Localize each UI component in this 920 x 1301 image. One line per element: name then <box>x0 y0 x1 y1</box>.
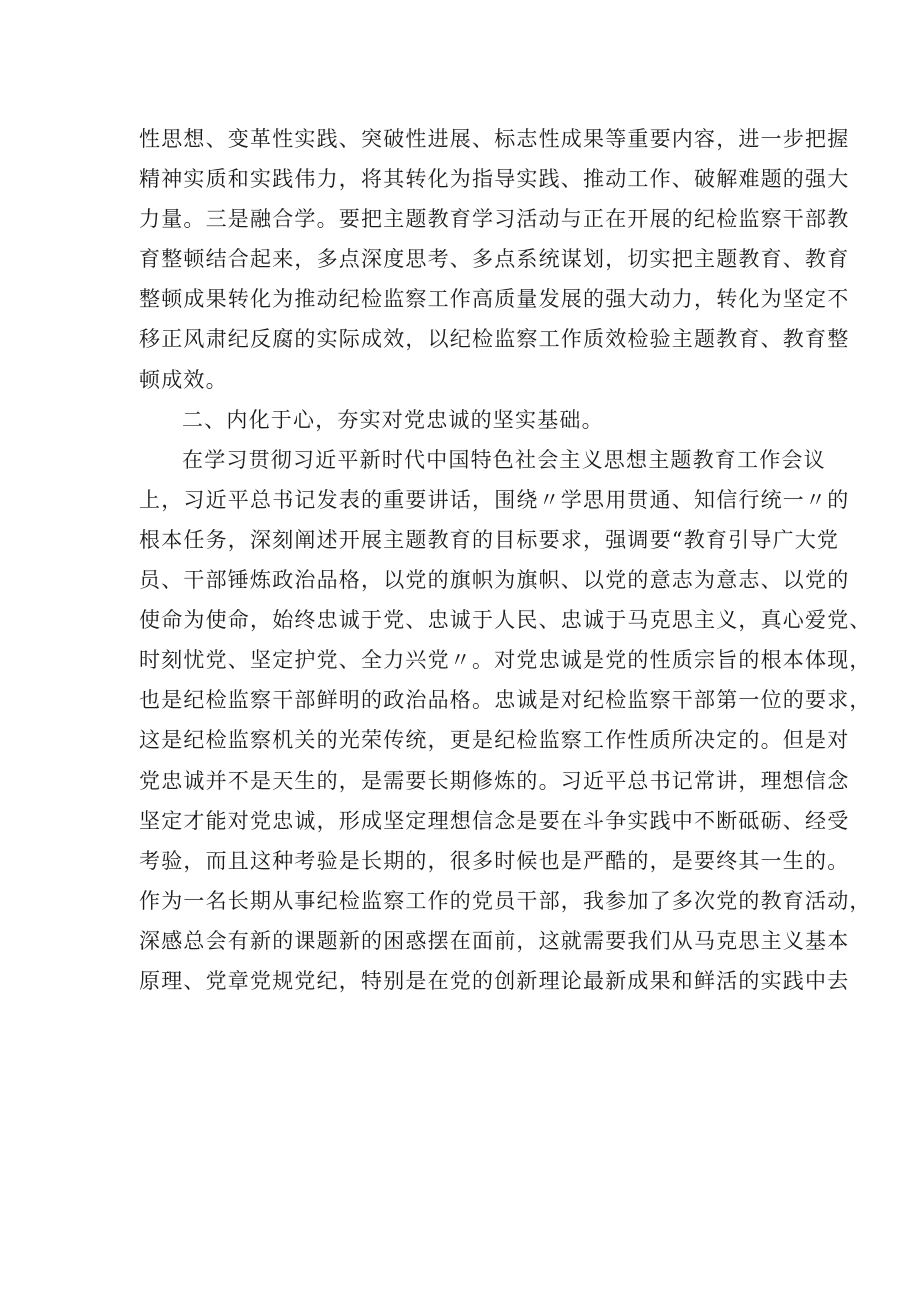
text-line: 育整顿结合起来，多点深度思考、多点系统谋划，切实把主题教育、教育 <box>139 247 850 272</box>
text-line: 整顿成果转化为推动纪检监察工作高质量发展的强大动力，转化为坚定不 <box>139 287 850 312</box>
text-line: 根本任务，深刻阐述开展主题教育的目标要求，强调要“教育引导广大党 <box>139 527 840 552</box>
text-line: 力量。三是融合学。要把主题教育学习活动与正在开展的纪检监察干部教 <box>139 207 850 232</box>
text-line: 上，习近平总书记发表的重要讲话，围绕〃学思用贯通、知信行统一〃的 <box>139 487 850 512</box>
text-line: 员、干部锤炼政治品格，以党的旗帜为旗帜、以党的意志为意志、以党的 <box>139 568 850 593</box>
paragraph <box>139 440 872 1001</box>
document-body <box>139 119 872 1001</box>
text-line: 移正风肃纪反腐的实际成效，以纪检监察工作质效检验主题教育、教育整 <box>139 327 850 352</box>
paragraph <box>139 119 850 400</box>
text-line: 原理、党章党规党纪，特别是在党的创新理论最新成果和鲜活的实践中去 <box>139 968 850 993</box>
section-heading <box>139 400 794 440</box>
text-line: 性思想、变革性实践、突破性进展、标志性成果等重要内容，进一步把握 <box>139 127 850 151</box>
text-line: 坚定才能对党忠诚，形成坚定理想信念是要在斗争实践中不断砥砺、经受 <box>139 808 850 833</box>
text-line: 也是纪检监察干部鲜明的政治品格。忠诚是对纪检监察干部第一位的要求， <box>139 688 872 713</box>
text-line: 精神实质和实践伟力，将其转化为指导实践、推动工作、破解难题的强大 <box>139 167 850 192</box>
heading-text: 二、内化于心，夯实对党忠诚的坚实基础。 <box>182 407 604 432</box>
text-line: 这是纪检监察机关的光荣传统，更是纪检监察工作性质所决定的。但是对 <box>139 728 850 753</box>
text-line: 考验，而且这种考验是长期的，很多时候也是严酷的，是要终其一生的。 <box>139 848 850 873</box>
text-line: 使命为使命，始终忠诚于党、忠诚于人民、忠诚于马克思主义，真心爱党、 <box>139 608 872 633</box>
text-line: 党忠诚并不是天生的，是需要长期修炼的。习近平总书记常讲，理想信念 <box>139 768 850 793</box>
text-line: 作为一名长期从事纪检监察工作的党员干部，我参加了多次党的教育活动， <box>139 888 872 913</box>
text-line: 深感总会有新的课题新的困惑摆在面前，这就需要我们从马克思主义基本 <box>139 928 850 953</box>
text-line: 顿成效。 <box>139 367 228 392</box>
text-line: 在学习贯彻习近平新时代中国特色社会主义思想主题教育工作会议 <box>182 447 826 472</box>
text-line: 时刻忧党、坚定护党、全力兴党〃。对党忠诚是党的性质宗旨的根本体现， <box>139 648 872 673</box>
